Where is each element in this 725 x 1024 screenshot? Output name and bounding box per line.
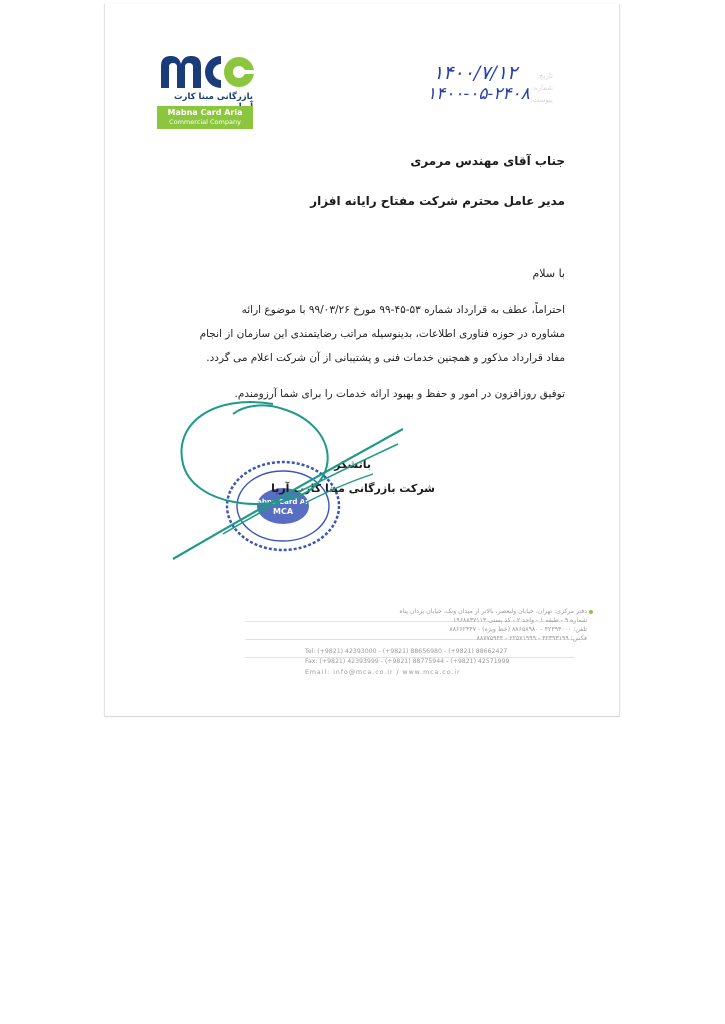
meta-labels [530,70,553,106]
handwritten-date: ۱۴۰۰/۷/۱۲ [433,62,518,84]
footer-address-1: دفتر مرکزی: تهران، خیابان ولیعصر، بالاتر از میدان ونک، خیابان یزدان پناه [399,608,587,615]
company-name-fa: بازرگانی مبنا کارت [174,92,253,102]
footer-fax-en: Fax: (+9821) 42393999 - (+9821) 88775944 - (+9821) 42571999 [305,658,510,665]
signoff-thanks: باتشکر [334,458,371,471]
body-line: مفاد قرارداد مذکور و همچنین خدمات فنی و پشتیبانی از آن شرکت اعلام می گردد. [206,352,565,364]
salutation: با سلام [532,267,565,280]
letter-page [104,4,620,717]
footer-address-2: شماره ۹ - طبقه ۱ - واحد ۲ - کد پستی ۱۹۶۸۸۳۷۱۱۳ [453,617,587,624]
date-label: تاریخ: [536,72,553,80]
letter-meta [423,62,553,122]
attachment-label: پیوست: [530,96,553,104]
svg-text:MCA: MCA [272,507,294,516]
stamp-text: Mabna Card Aria [250,498,316,506]
body-line: احتراماً، عطف به قرارداد شماره ۵۳-۴۵-۹۹ مورخ ۹۹/۰۳/۲۶ با موضوع ارائه [241,304,565,316]
recipient-name: جناب آقای مهندس مرمری [410,154,565,168]
handwritten-signature [153,384,403,584]
mca-logo-icon [159,52,255,90]
footer-email-web: Email: info@mca.co.ir / www.mca.co.ir [305,669,461,676]
footer-phone-fa: تلفن: ۴۲۳۹۳۰۰۰ - ۸۸۶۵۸۹۸۰ (خط ویژه) - ۸۸۶۶۲۳۴۷ [449,626,587,633]
handwritten-number: ۱۴۰۰-۰۵-۲۴۰۸ [427,84,530,104]
recipient-role: مدیر عامل محترم شرکت مفتاح رایانه افزار [310,194,565,208]
signoff-company: شرکت بازرگانی مبنا کارت آریا [271,482,435,495]
bullet-dot-icon [589,610,593,614]
footer-fax-fa: فکس: ۴۲۳۹۳۱۹۹ - ۲۲۵۷۱۹۹۹ - ۸۸۷۷۵۹۴۴ [476,635,587,642]
company-name-en: Mabna Card Aria [167,108,243,117]
footer-tel-en: Tel: (+9821) 42393000 - (+9821) 88656980 - (+9821) 88662427 [305,648,508,655]
company-subtitle-en: Commercial Company [169,118,241,126]
number-label: شماره: [531,84,553,92]
letter-footer [305,605,587,685]
body-line: مشاوره در حوزه فناوری اطلاعات، بدینوسیله مراتب رضایتمندی این سازمان از انجام [199,328,565,340]
company-name-plate [157,106,253,129]
letter-body [155,298,565,370]
closing-line: توفیق روزافزون در امور و حفظ و بهبود ارائه خدمات را برای شما آرزومندم. [234,388,565,400]
company-logo [157,52,257,132]
